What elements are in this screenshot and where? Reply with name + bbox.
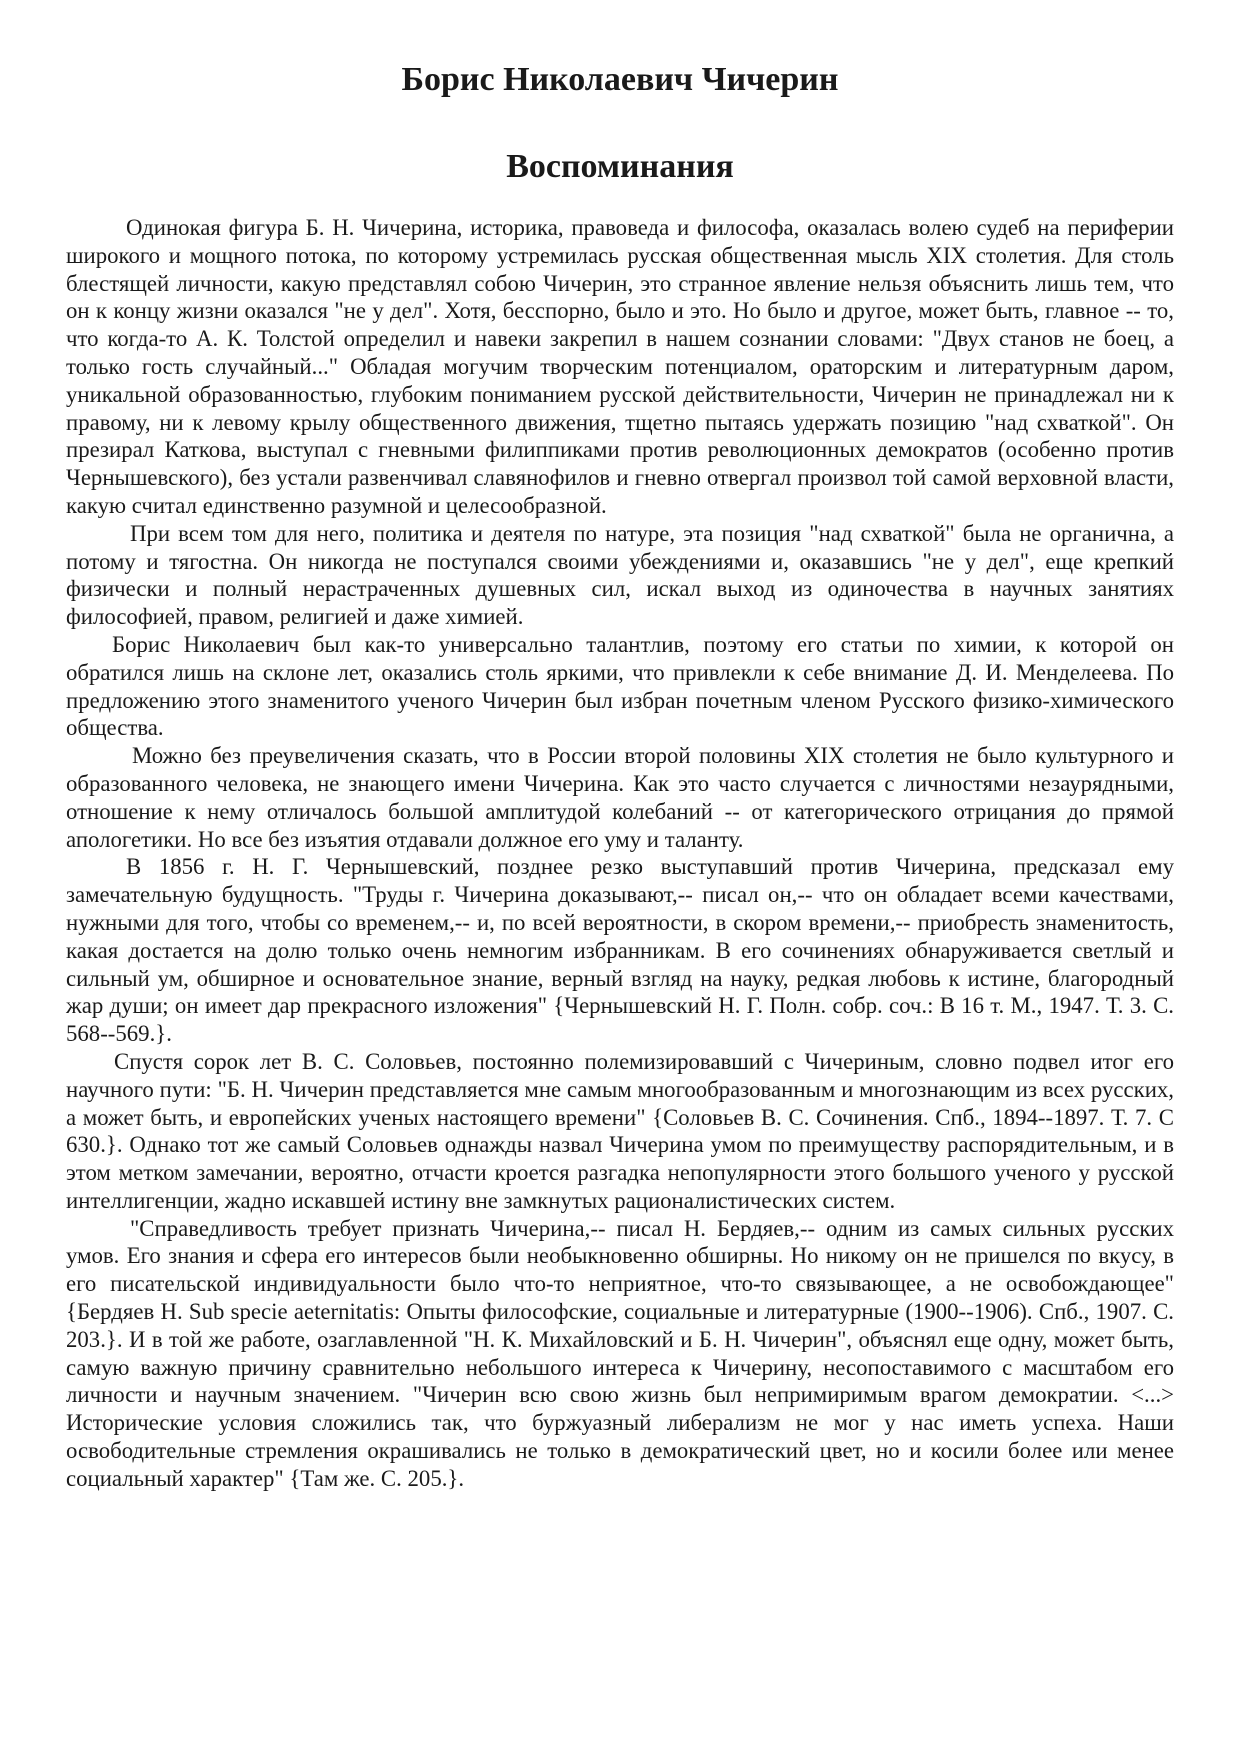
document-body xyxy=(66,214,1174,1493)
paragraph: Можно без преувеличения сказать, что в России второй половины XIX столетия не было культурного и образованного человека, не знающего имени Чичерина. Как это часто случается с личностями незаурядными, отношение к нему отличалось большой амплитудой колебаний -- от категорического отрицания до прямой апологетики. Но все без изъятия отдавали должное его уму и таланту. xyxy=(66,743,1174,852)
document-title: Воспоминания xyxy=(506,148,734,185)
paragraph: При всем том для него, политика и деятеля по натуре, эта позиция "над схваткой" была не органична, а потому и тягостна. Он никогда не поступался своими убеждениями и, оказавшись "не у дел", еще крепкий физически и полный нерастраченных душевных сил, искал выход из одиночества в научных занятиях философией, правом, религией и даже химией. xyxy=(66,520,1174,630)
paragraph: Одинокая фигура Б. Н. Чичерина, историка, правоведа и философа, оказалась волею судеб на периферии широкого и мощного потока, по которому устремилась русская общественная мысль XIX столетия. Для столь блестящей личности, какую представлял собою Чичерин, это странное явление нельзя объяснить лишь тем, что он к концу жизни оказался "не у дел". Хотя, бесспорно, было и это. Но было и другое, может быть, главное -- то, что когда-то А. К. Толстой определил и навеки закрепил в нашем сознании словами: "Двух станов не боец, а только гость случайный..." Обладая могучим творческим потенциалом, ораторским и литературным даром, уникальной образованностью, глубоким пониманием русской действительности, Чичерин не принадлежал ни к правому, ни к левому крылу общественного движения, тщетно пытаясь удержать позицию "над схваткой". Он презирал Каткова, выступал с гневными филиппиками против революционных демократов (особенно против Чернышевского), без устали развенчивал славянофилов и гневно отвергал произвол той самой верховной власти, какую считал единственно разумной и целесообразной. xyxy=(66,215,1174,518)
paragraph: Спустя сорок лет В. С. Соловьев, постоянно полемизировавший с Чичериным, словно подвел итог его научного пути: "Б. Н. Чичерин представляется мне самым многообразованным и многознающим из всех русских, а может быть, и европейских ученых настоящего времени" {Соловьев В. С. Сочинения. Спб., 1894--1897. Т. 7. С 630.}. Однако тот же самый Соловьев однажды назвал Чичерина умом по преимуществу распорядительным, и в этом метком замечании, вероятно, отчасти кроется разгадка непопулярности этого большого ученого у русской интеллигенции, жадно искавшей истину вне замкнутых рационалистических систем. xyxy=(66,1048,1174,1213)
paragraph: В 1856 г. Н. Г. Чернышевский, позднее резко выступавший против Чичерина, предсказал ему замечательную будущность. "Труды г. Чичерина доказывают,-- писал он,-- что он обладает всеми качествами, нужными для того, чтобы со временем,-- и, по всей вероятности, в скором времени,-- приобресть знаменитость, какая достается на долю только очень немногим избранникам. В его сочинениях обнаруживается светлый и сильный ум, обширное и основательное знание, верный взгляд на науку, редкая любовь к истине, благородный жар души; он имеет дар прекрасного изложения" {Чернышевский Н. Г. Полн. собр. соч.: В 16 т. М., 1947. Т. 3. С. 568--569.}. xyxy=(66,854,1174,1047)
paragraph: Борис Николаевич был как-то универсально талантлив, поэтому его статьи по химии, к которой он обратился лишь на склоне лет, оказались столь яркими, что привлекли к себе внимание Д. И. Менделеева. По предложению этого знаменитого ученого Чичерин был избран почетным членом Русского физико-химического общества. xyxy=(66,631,1174,741)
author-heading: Борис Николаевич Чичерин xyxy=(401,61,839,98)
paragraph: "Справедливость требует признать Чичерина,-- писал Н. Бердяев,-- одним из самых сильных русских умов. Его знания и сфера его интересов были необыкновенно обширны. Но никому он не пришелся по вкусу, в его писательской индивидуальности было что-то неприятное, что-то связывающее, а не освобождающее" {Бердяев Н. Sub specie aeternitatis: Опыты философские, социальные и литературные (1900--1906). Спб., 1907. С. 203.}. И в той же работе, озаглавленной "Н. К. Михайловский и Б. Н. Чичерин", объяснял еще одну, может быть, самую важную причину сравнительно небольшого интереса к Чичерину, несопоставимого с масштабом его личности и научным значением. "Чичерин всю свою жизнь был непримиримым врагом демократии. <...> Исторические условия сложились так, что буржуазный либерализм не мог у нас иметь успеха. Наши освободительные стремления окрашивались не только в демократический цвет, но и косили более или менее социальный характер" {Там же. С. 205.}. xyxy=(66,1215,1174,1491)
